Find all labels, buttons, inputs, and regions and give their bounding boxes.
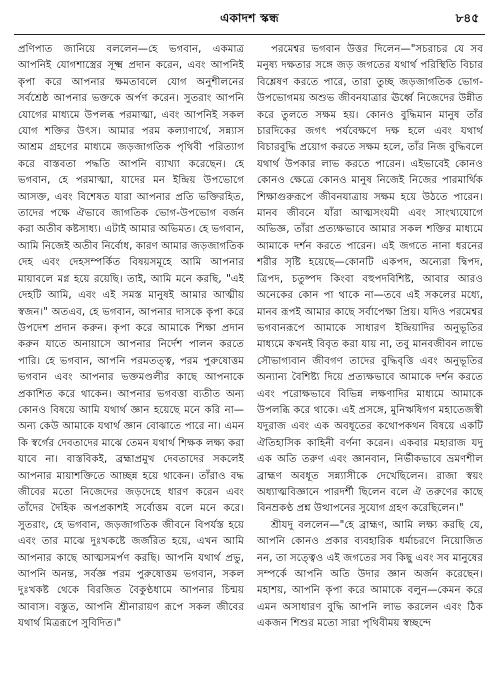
page-number: ৮৪৫ (455, 11, 479, 25)
right-paragraph-2: শ্রীযদু বললেন—"হে ব্রাহ্মণ, আমি লক্ষ্য করছি যে, আপনি কোনও প্রকার ব্যবহারিক ধর্মাচরণে নিয়োজিত নন, তা সত্ত্বেও এই জগতের সব কিছু এবং সব মানুষের সম্পর্কে আপনি অতি উদার জ্ঞান অর্জন করেছেন। মহাশয়, আপনি কৃপা করে আমাকে বলুন—কেমন করে এমন অসাধারণ বুদ্ধি আপনি লাভ করলেন এবং ঠিক একজন শিশুর মতো সারা পৃথিবীময় স্বচ্ছন্দে (257, 519, 483, 630)
page-header (0, 10, 499, 30)
running-head: একাদশ স্কন্ধ (220, 11, 279, 25)
right-column (257, 42, 483, 674)
right-paragraph-1: পরমেশ্বর ভগবান উত্তর দিলেন—"সচরাচর যে সব মনুষ্য দক্ষতার সঙ্গে জড় জগতের যথার্থ পরিস্থিতি বিচার বিশ্লেষণ করতে পারে, তারা তুচ্ছ জড়জাগতিক ভোগ-উপভোগময় অশুভ জীবনযাত্রার ঊর্ধ্বে নিজেদের উন্নীত করে তুলতে সক্ষম হয়। কোনও বুদ্ধিমান মানুষ তাঁর চারদিকের জগৎ পর্যবেক্ষণে দক্ষ হলে এবং যথার্থ বিচারবুদ্ধি প্রয়োগ করতে সক্ষম হলে, তাঁর নিজ বুদ্ধিবলে যথার্থ উপকার লাভ করতে পারেন। এইভাবেই কোনও কোনও ক্ষেত্রে কোনও মানুষ নিজেই নিজের পারমার্থিক শিক্ষাগুরুরূপে জীবনযাত্রায় সক্ষম হয়ে উঠতে পারেন। মানব জীবনে যাঁরা আত্মসংযমী এবং সাংখ্যযোগে অভিজ্ঞ, তাঁরা প্রত্যক্ষভাবে আমার সকল শক্তির মাধ্যমে আমাকে দর্শন করতে পারেন। এই জগতে নানা ধরনের শরীর সৃষ্টি হয়েছে—কোনটি একপদ, অন্যেরা দ্বিপদ, ত্রিপদ, চতুষ্পদ কিংবা বহুপদবিশিষ্ট, আবার আরও অনেকের কোন পা থাকে না—তবে এই সকলের মধ্যে, মানব রূপই আমার কাছে সর্বাপেক্ষা প্রিয়। যদিও পরমেশ্বর ভগবানরূপে আমাকে সাধারণ ইন্দ্রিয়াদির অনুভূতির মাধ্যমে কখনই বিবৃত করা যায় না, তবু মানবজীবন লাভে সৌভাগ্যবান জীবগণ তাদের বুদ্ধিবৃত্তি এবং অনুভূতির অন্যান্য বৈশিষ্ট্য দিয়ে প্রত্যক্ষভাবে আমাকে দর্শন করতে এবং পরোক্ষভাবে বিভিন্ন লক্ষণাদির মাধ্যমে আমাকে উপলব্ধি করে থাকে। এই প্রসঙ্গে, মুনিঋষিগণ মহাতেজস্বী যদুরাজ এবং এক অবধূতের কথোপকথন বিষয়ে একটি ঐতিহাসিক কাহিনী বর্ণনা করেন। একবার মহারাজ যদু এক অতি তরুণ এবং জ্ঞানবান, নির্ভীকভাবে ভ্রমণশীল ব্রাহ্মণ অবধূত সন্ন্যাসীকে দেখেছিলেন। রাজা স্বয়ং অধ্যাত্মবিজ্ঞানে পারদর্শী ছিলেন বলে ঐ তরুণের কাছে বিনম্রকণ্ঠ প্রশ্ন উত্থাপনের সুযোগ গ্রহণ করেছিলেন।" (257, 44, 483, 515)
left-column (18, 42, 244, 674)
left-paragraph: প্রণিপাত জানিয়ে বললেন—হে ভগবান, একমাত্র আপনিই যোগশাস্ত্রের সূক্ষ্ম প্রদান করেন, এবং আপনিই কৃপা করে আপনার ক্ষমতাবলে যোগ অনুশীলনের সর্বশ্রেষ্ঠ আপনার ভক্তকে অর্পণ করেন। সুতরাং আপনি যোগের মাধ্যমে উপলব্ধ পরমাত্মা, এবং আপনিই সকল যোগ শক্তির উৎস। আমার পরম কল্যাণার্থে, সন্ন্যাস আশ্রম গ্রহণের মাধ্যমে জড়জাগতিক পৃথিবী পরিত্যাগ করে বাস্তবতা পদ্ধতি আপনি ব্যাখ্যা করেছেন। হে ভগবান, হে পরমাত্মা, যাদের মন ইন্দ্রিয় উপভোগে আসক্ত, এবং বিশেষত যারা আপনার প্রতি ভক্তিরহিত, তাদের পক্ষে ঐভাবে জাগতিক ভোগ-উপভোগ বর্জন করা অতীব কষ্টসাধ্য। এটাই আমার অভিমত। হে ভগবান, আমি নিজেই অতীব নির্বোধ, কারণ আমার জড়জাগতিক দেহ এবং দেহসম্পর্কিত বিষয়সমূহে আমি আপনার মায়াবলে মগ্ন হয়ে রয়েছি। তাই, আমি মনে করছি, "এই দেহটি আমি, এবং এই সমস্ত মানুষই আমার আত্মীয় স্বজন।" অতএব, হে ভগবান, আপনার দাসকে কৃপা করে উপদেশ প্রদান করুন। কৃপা করে আমাকে শিক্ষা প্রদান করুন যাতে অনায়াসে আপনার নির্দেশ পালন করতে পারি। হে ভগবান, আপনি পরমতত্ত্ব, পরম পুরুষোত্তম ভগবান এবং আপনার ভক্তমণ্ডলীর কাছে আপনাকে প্রকাশিত করে থাকেন। আপনার ভগবত্তা ব্যতীত অন্য কোনও বিষয়ে আমি যথার্থ জ্ঞান হয়েছে মনে করি না—অন্য কেউ আমাকে যথার্থ জ্ঞান বোঝাতে পারে না। এমন কি স্বর্গের দেবতাদের মাঝে তেমন যথার্থ শিক্ষক লক্ষ্য করা যাবে না। বাস্তবিকই, ব্রহ্মাপ্রমুখ দেবতাদের সকলেই আপনার মায়াশক্তিতে আচ্ছন্ন হয়ে থাকেন। তাঁরাও বদ্ধ জীবের মতো নিজেদের জড়দেহে ধারণ করেন এবং তাঁদের দৈহিক অপপ্রকাশই সর্বোত্তম বলে মনে করে। সুতরাং, হে ভগবান, জড়জাগতিক জীবনে বিপর্যস্ত হয়ে এবং তার মাঝে দুঃখকষ্টে জর্জরিত হয়ে, এখন আমি আপনার কাছে আত্মসমর্পণ করছি। আপনি যথার্থ প্রভু, আপনি অনন্ত, সর্বজ্ঞ পরম পুরুষোত্তম ভগবান, সকল দুঃখকষ্ট থেকে বিরজিত বৈকুণ্ঠধামে আপনার চিন্ময় আবাস। বস্তুত, আপনি শ্রীনারায়ণ রূপে সকল জীবের যথার্থ মিত্ররূপে সুবিদিত।" (18, 44, 244, 630)
header-rule (14, 34, 485, 35)
